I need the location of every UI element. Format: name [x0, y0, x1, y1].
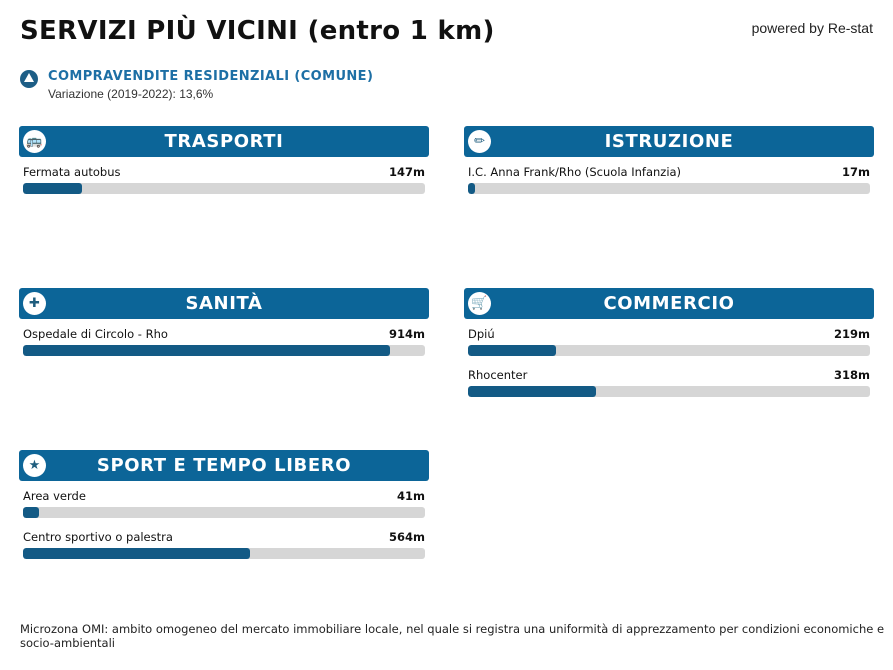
category-card-commercio	[464, 288, 874, 401]
distance-bar	[23, 183, 425, 194]
distance-bar	[468, 386, 870, 397]
service-label: Area verde	[23, 489, 86, 503]
service-distance: 41m	[397, 489, 425, 503]
service-row	[19, 522, 429, 563]
service-label: Dpiú	[468, 327, 495, 341]
service-row	[464, 360, 874, 401]
triangle-up-icon	[20, 70, 38, 88]
footnote: Microzona OMI: ambito omogeneo del mercato immobiliare locale, nel quale si registra una uniformità di apprezzamento per condizioni economiche e socio-ambientali	[20, 622, 885, 650]
category-header-commercio	[464, 288, 874, 319]
distance-bar-fill	[23, 345, 390, 356]
service-distance: 318m	[834, 368, 870, 382]
category-header-sport	[19, 450, 429, 481]
service-row	[464, 319, 874, 360]
distance-bar	[468, 183, 870, 194]
hospital-icon: ✚	[23, 292, 46, 315]
distance-bar	[23, 507, 425, 518]
category-title: TRASPORTI	[164, 131, 284, 152]
service-label: Rhocenter	[468, 368, 528, 382]
category-header-sanita	[19, 288, 429, 319]
powered-by-label: powered by Re-stat	[751, 20, 873, 36]
category-title: COMMERCIO	[603, 293, 735, 314]
indicator-note: Variazione (2019-2022): 13,6%	[48, 87, 214, 101]
service-label: Centro sportivo o palestra	[23, 530, 173, 544]
service-distance: 147m	[389, 165, 425, 179]
service-label: Fermata autobus	[23, 165, 121, 179]
distance-bar-fill	[468, 386, 596, 397]
service-distance: 914m	[389, 327, 425, 341]
distance-bar-fill	[23, 548, 250, 559]
category-header-trasporti	[19, 126, 429, 157]
distance-bar-fill	[468, 345, 556, 356]
category-title: SANITÀ	[185, 293, 263, 314]
school-icon: ✏	[468, 130, 491, 153]
shopping-cart-icon: 🛒	[468, 292, 491, 315]
category-title: ISTRUZIONE	[604, 131, 734, 152]
category-card-sport	[19, 450, 429, 563]
page-title: SERVIZI PIÙ VICINI (entro 1 km)	[20, 16, 495, 46]
service-row	[19, 481, 429, 522]
distance-bar	[23, 345, 425, 356]
service-distance: 17m	[842, 165, 870, 179]
service-row	[19, 157, 429, 198]
category-title: SPORT E TEMPO LIBERO	[96, 455, 352, 476]
service-distance: 564m	[389, 530, 425, 544]
category-card-trasporti	[19, 126, 429, 198]
distance-bar	[23, 548, 425, 559]
service-row	[464, 157, 874, 198]
distance-bar-fill	[468, 183, 475, 194]
category-header-istruzione	[464, 126, 874, 157]
indicator-title: COMPRAVENDITE RESIDENZIALI (COMUNE)	[48, 69, 374, 84]
bus-icon: 🚌	[23, 130, 46, 153]
category-card-sanita	[19, 288, 429, 360]
distance-bar-fill	[23, 183, 82, 194]
service-label: I.C. Anna Frank/Rho (Scuola Infanzia)	[468, 165, 682, 179]
sport-icon: ★	[23, 454, 46, 477]
service-row	[19, 319, 429, 360]
distance-bar	[468, 345, 870, 356]
service-label: Ospedale di Circolo - Rho	[23, 327, 168, 341]
category-card-istruzione	[464, 126, 874, 198]
distance-bar-fill	[23, 507, 39, 518]
service-distance: 219m	[834, 327, 870, 341]
